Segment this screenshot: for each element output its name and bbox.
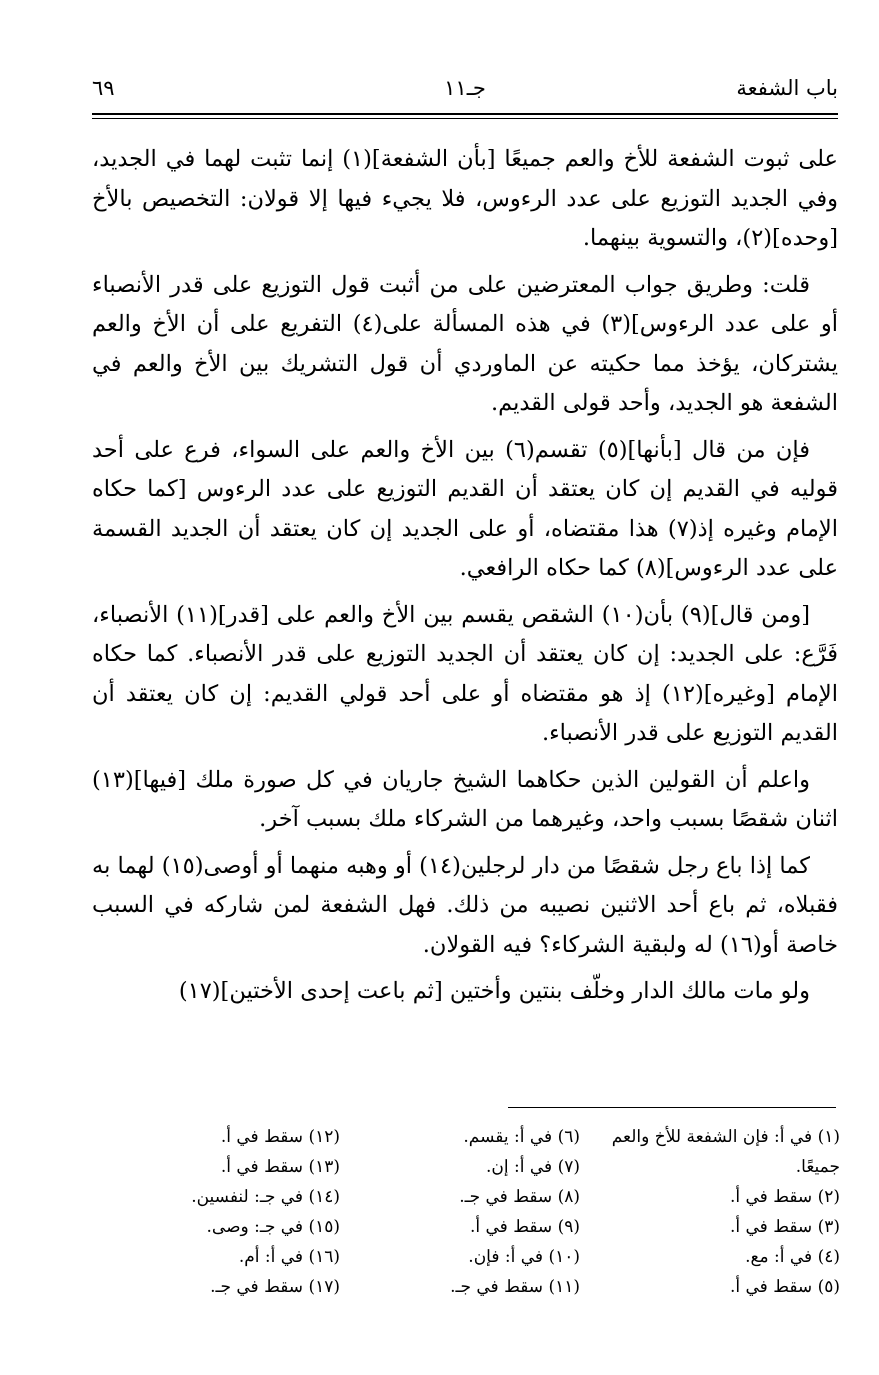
footnote-separator <box>508 1107 836 1108</box>
footnote-2: (٢) سقط في أ. <box>729 1187 840 1207</box>
chapter-title: باب الشفعة <box>736 76 838 100</box>
paragraph-6: كما إذا باع رجل شقصًا من دار لرجلين(١٤) أو وهبه منهما أو أوصى(١٥) لهما به فقبلاه، ثم باع أحد الاثنين نصيبه من ذلك. فهل الشفعة لمن شاركه في السبب خاصة أو(١٦) له ولبقية الشركاء؟ فيه القولان. <box>92 852 838 958</box>
footnote-17: (١٧) سقط في جـ. <box>210 1277 340 1297</box>
footnote-9: (٩) سقط في أ. <box>469 1217 580 1237</box>
footnote-11: (١١) سقط في جـ. <box>450 1277 580 1297</box>
paragraph-4: [ومن قال](٩) بأن(١٠) الشقص يقسم بين الأخ والعم على [قدر](١١) الأنصباء، فَرَّع: على الجديد: إن كان يعتقد أن الجديد التوزيع على قدر الأنصباء. كما حكاه الإمام [وغيره](١٢) إذ هو مقتضاه أو على أحد قولي القديم: إن كان يعتقد أن القديم التوزيع على قدر الأنصباء. <box>92 601 838 746</box>
paragraph-2: قلت: وطريق جواب المعترضين على من أثبت قول التوزيع على قدر الأنصباء أو على عدد الرءوس](٣) في هذه المسألة على(٤) التفريع على أن الأخ والعم يشتركان، يؤخذ مما حكيته عن الماوردي أن قول التشريك بين الأخ والعم في الشفعة هو الجديد، وأحد قولى القديم. <box>92 271 838 416</box>
footnote-column-1 <box>600 1122 840 1302</box>
footnote-4: (٤) في أ: مع. <box>745 1247 840 1267</box>
footnote-15: (١٥) في جـ: وصى. <box>206 1217 340 1237</box>
body-text <box>92 140 838 1019</box>
paragraph-3: فإن من قال [بأنها](٥) تقسم(٦) بين الأخ والعم على السواء، فرع على أحد قوليه في القديم إن كان يعتقد أن القديم التوزيع على عدد الرءوس [كما حكاه الإمام وغيره إذ(٧) هذا مقتضاه، أو على الجديد إن كان يعتقد أن الجديد القسمة على عدد الرءوس](٨) كما حكاه الرافعي. <box>92 436 838 581</box>
header-rule-thick <box>92 113 838 115</box>
footnote-14: (١٤) في جـ: لنفسين. <box>191 1187 340 1207</box>
footnote-8: (٨) سقط في جـ. <box>459 1187 580 1207</box>
paragraph-1: على ثبوت الشفعة للأخ والعم جميعًا [بأن الشفعة](١) إنما تثبت لهما في الجديد، وفي الجديد التوزيع على عدد الرءوس، فلا يجيء فيها إلا قولان: التخصيص بالأخ [وحده](٢)، والتسوية بينهما. <box>92 146 838 251</box>
volume-label: جـ١١ <box>444 76 486 100</box>
page-number: ٦٩ <box>92 76 115 100</box>
footnote-column-3 <box>140 1122 340 1302</box>
footnote-3: (٣) سقط في أ. <box>729 1217 840 1237</box>
footnote-12: (١٢) سقط في أ. <box>220 1127 340 1147</box>
header-rule-thin <box>92 118 838 119</box>
footnote-1: (١) في أ: فإن الشفعة للأخ والعم جميعًا. <box>611 1127 840 1177</box>
footnote-column-2 <box>380 1122 580 1302</box>
running-head <box>92 76 838 110</box>
paragraph-5: واعلم أن القولين الذين حكاهما الشيخ جاريان في كل صورة ملك [فيها](١٣) اثنان شقصًا بسبب واحد، وغيرهما من الشركاء ملك بسبب آخر. <box>92 766 838 832</box>
footnote-6: (٦) في أ: يقسم. <box>463 1127 580 1147</box>
footnote-10: (١٠) في أ: فإن. <box>468 1247 580 1267</box>
footnote-16: (١٦) في أ: أم. <box>238 1247 340 1267</box>
footnote-13: (١٣) سقط في أ. <box>220 1157 340 1177</box>
paragraph-7: ولو مات مالك الدار وخلّف بنتين وأختين [ثم باعت إحدى الأختين](١٧) <box>178 978 810 1004</box>
footnote-7: (٧) في أ: إن. <box>486 1157 580 1177</box>
footnote-5: (٥) سقط في أ. <box>729 1277 840 1297</box>
